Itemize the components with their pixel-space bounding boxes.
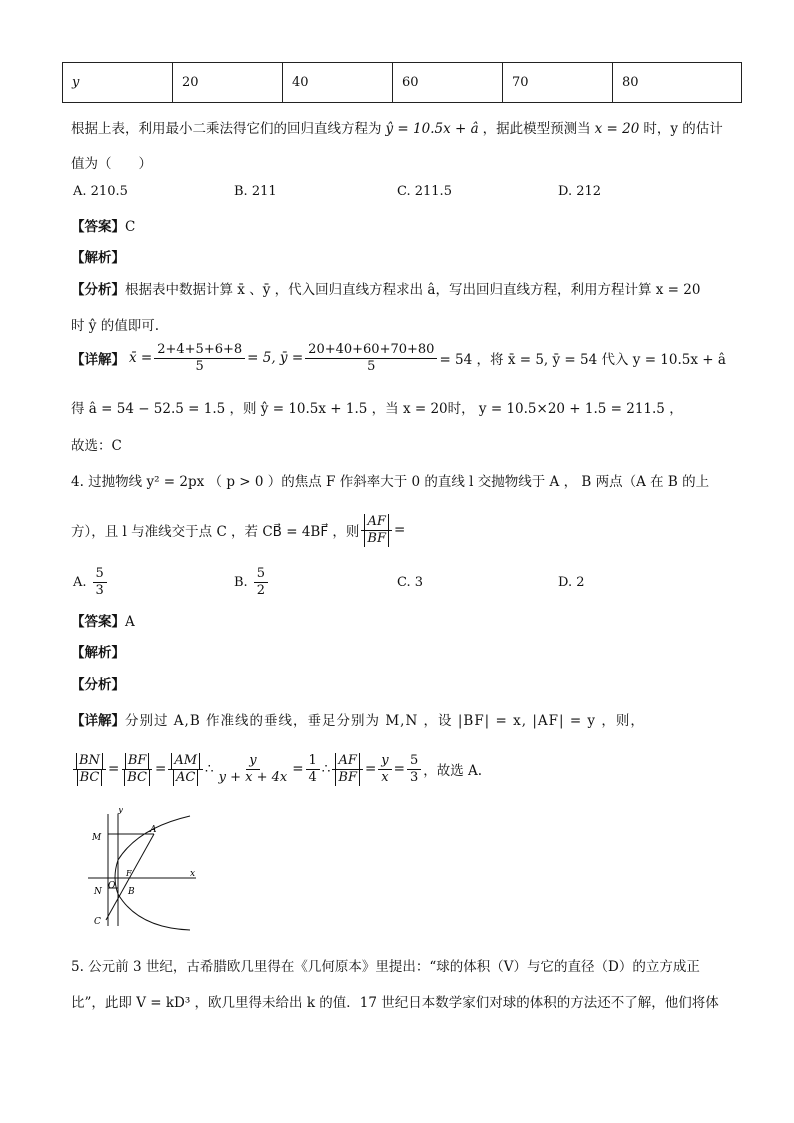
q4-detail-line2: $\frac{BN}{BC}$ = $\frac{BF}{BC}$ = $\frac{AM}{AC}$ ∴ $\frac{y}{y + x + 4x}$ = $\frac{1}{4}$ ∴ $\frac{AF}{BF}$ = $\frac{y}{x}$ = $\frac{5}{3}$ ，故选 A. — [71, 745, 482, 793]
label-o: O — [108, 881, 116, 891]
frac-den: 4 — [308, 769, 317, 785]
xbar-fraction — [154, 342, 245, 375]
frac-am-ac — [168, 753, 203, 786]
q3-stem-mid: ，据此模型预测当 — [482, 121, 591, 137]
frac-bf-bc — [121, 753, 153, 786]
xbar-lhs: x̄ = — [129, 350, 153, 366]
option-num: 5 — [254, 566, 268, 583]
frac-den: x — [381, 769, 389, 785]
option-den: 2 — [256, 583, 265, 598]
frac-num: 1 — [306, 753, 320, 770]
q3-answer — [71, 215, 135, 235]
table-cell: 80 — [613, 63, 742, 103]
detail-mid: = 5, ȳ = — [247, 350, 304, 366]
q3-stem-tail: 时，y 的估计 — [643, 121, 723, 137]
q4-stem-eq: = — [393, 522, 406, 538]
q4-analysis-label: 【解析】 — [71, 645, 125, 661]
table-cell: 20 — [173, 63, 283, 103]
q3-stem-text: 根据上表，利用最小二乘法得它们的回归直线方程为 — [71, 121, 382, 137]
label-a: A — [150, 825, 157, 835]
table-row-label: y — [63, 63, 173, 103]
frac-den: 3 — [409, 769, 419, 785]
answer-label: 【答案】 — [71, 219, 125, 235]
q3-option-a: A. 210.5 — [73, 184, 128, 199]
option-den: 3 — [95, 583, 104, 598]
q3-fenxi-line2: 时 ŷ 的值即可. — [71, 318, 160, 334]
q5-line2: 比”，此即 V = kD³ ，欧几里得未给出 k 的值．17 世纪日本数学家们对球的体积的方法还不了解，他们将体 — [71, 995, 719, 1011]
q3-detail-line2: 得 â = 54 − 52.5 = 1.5 ，则 ŷ = 10.5x + 1.5 ，当 x = 20时， y = 10.5×20 + 1.5 = 211.5 ， — [71, 401, 683, 417]
label-n: N — [94, 887, 102, 897]
ratio-num: AF — [364, 514, 388, 530]
q3-analysis-label: 【解析】 — [71, 250, 125, 266]
frac-y-x — [378, 753, 391, 786]
option-text: 3 — [414, 575, 424, 590]
q3-conclusion: 故选：C — [71, 438, 122, 454]
frac-num: AM — [171, 753, 200, 769]
detail-rhs: = 54 ，将 x̄ = 5, ȳ = 54 代入 y = 10.5x + â — [439, 352, 726, 368]
label-c: C — [94, 917, 101, 927]
detail-label: 【详解】 — [71, 352, 125, 368]
frac-num: BN — [76, 753, 103, 769]
q4-stem-text: 方），且 l 与准线交于点 C ，若 CB⃗ = 4BF⃗ ，则 — [71, 524, 360, 540]
option-letter: B. — [234, 575, 248, 590]
q3-option-b: B. 211 — [234, 184, 277, 199]
label-f: F — [126, 869, 132, 878]
q4-stem-line1: 4. 过抛物线 y² = 2px （ p > 0 ）的焦点 F 作斜率大于 0 的直线 l 交抛物线于 A ， B 两点（A 在 B 的上 — [71, 474, 710, 490]
frac-den: BF — [335, 770, 360, 786]
q4-conclusion: ，故选 A. — [423, 763, 483, 779]
label-m: M — [92, 833, 102, 843]
q3-fenxi-line1 — [71, 278, 700, 298]
frac-den: BC — [124, 770, 150, 786]
frac-den: AC — [173, 770, 198, 786]
table-cell: 40 — [283, 63, 393, 103]
frac-den: y + x + 4x — [218, 769, 288, 785]
q4-detail-line1 — [71, 709, 645, 729]
detail-label: 【详解】 — [71, 713, 125, 729]
frac-quarter — [306, 753, 320, 786]
option-letter: D. — [558, 575, 573, 590]
table-cell: 60 — [393, 63, 503, 103]
parabola-figure — [78, 808, 208, 933]
frac-bn-bc — [73, 753, 106, 786]
q4-answer — [71, 610, 135, 630]
ratio-den: BF — [364, 531, 389, 547]
table-cell: 70 — [503, 63, 613, 103]
frac-five-thirds — [407, 753, 421, 786]
answer-label: 【答案】 — [71, 614, 125, 630]
answer-value: A — [125, 614, 135, 630]
q4-option-d — [558, 575, 585, 590]
option-fraction — [254, 566, 268, 599]
q3-option-c: C. 211.5 — [397, 184, 452, 199]
option-fraction — [93, 566, 107, 599]
q3-option-d: D. 212 — [558, 184, 602, 199]
xbar-denominator: 5 — [195, 358, 204, 374]
q3-stem-line2: 值为（ ） — [71, 156, 152, 172]
q4-stem-line2 — [71, 512, 405, 548]
answer-value: C — [125, 219, 136, 235]
q4-fenxi-label: 【分析】 — [71, 677, 125, 693]
q4-ratio-fraction — [361, 514, 392, 547]
label-y: y — [118, 808, 124, 815]
q4-option-b — [234, 566, 270, 599]
q5-line1: 5. 公元前 3 世纪，古希腊欧几里得在《几何原本》里提出：“球的体积（V）与它的直径（D）的立方成正 — [71, 959, 700, 975]
q3-stem-line1 — [71, 117, 723, 137]
q3-stem-cond: x = 20 — [594, 121, 640, 137]
table-row — [63, 63, 742, 103]
q4-option-a — [73, 566, 109, 599]
frac-num: AF — [335, 753, 359, 769]
detail-text: 分别过 A,B 作准线的垂线，垂足分别为 M,N ，设 |BF| = x, |AF| = y ，则， — [125, 713, 645, 729]
frac-y-sum — [216, 753, 291, 786]
option-text: 2 — [576, 575, 585, 590]
frac-num: y — [378, 753, 391, 770]
label-b: B — [128, 887, 135, 897]
option-letter: A. — [73, 575, 87, 590]
option-letter: C. — [397, 575, 411, 590]
frac-den: BC — [77, 770, 103, 786]
ybar-denominator: 5 — [367, 358, 376, 374]
therefore-symbol: ∴ — [205, 761, 214, 777]
q3-detail-line1 — [71, 340, 726, 376]
fenxi-label: 【分析】 — [71, 282, 125, 298]
therefore-symbol: ∴ — [321, 761, 331, 777]
option-num: 5 — [93, 566, 107, 583]
frac-num: BF — [125, 753, 150, 769]
data-table — [62, 62, 742, 103]
frac-num: 5 — [407, 753, 421, 770]
q4-option-c — [397, 575, 423, 590]
frac-num: y — [246, 753, 259, 770]
fenxi-text: 根据表中数据计算 x̄ 、ȳ ，代入回归直线方程求出 â，写出回归直线方程，利用方程计算 x = 20 — [125, 282, 701, 298]
ybar-fraction — [305, 342, 437, 375]
q3-stem-eq: ŷ = 10.5x + â — [385, 121, 479, 137]
xbar-numerator: 2+4+5+6+8 — [154, 342, 245, 359]
ybar-numerator: 20+40+60+70+80 — [305, 342, 437, 359]
frac-af-bf — [332, 753, 363, 786]
label-x: x — [190, 869, 196, 879]
